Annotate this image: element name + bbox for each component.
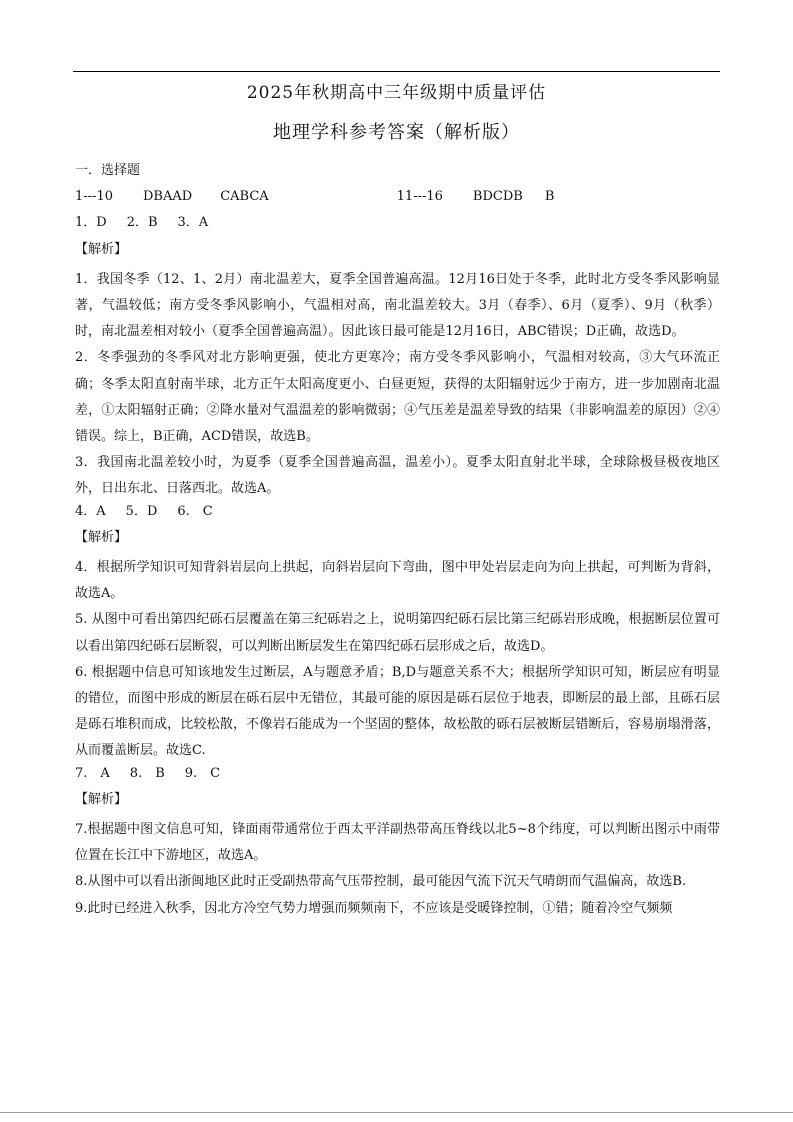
short-answer-item: 3．A [177,215,209,231]
short-answer-row [75,214,720,240]
answer-group-2: CABCA [220,189,269,205]
short-answer-item: 2．B [126,215,158,231]
section-heading: 一．选择题 [75,163,141,178]
short-answer-row [75,503,720,529]
short-answer-item: 7. A [75,765,110,781]
answer-group-3: BDCDB [472,189,523,205]
explanation-paragraph: 9.此时已经进入秋季，因北方冷空气势力增强而频频南下，不应该是受暖锋控制，①错；随着冷空气频频 [75,900,673,916]
analysis-tag: 【解析】 [75,241,128,257]
answer-range-2: 11---16 [396,189,443,205]
short-answer-item: 5．D [125,503,158,519]
short-answer-item: 1．D [75,215,107,231]
page-title: 2025年秋期高中三年级期中质量评估 [246,83,547,103]
explanation-paragraph: 3．我国南北温差较小时，为夏季（夏季全国普遍高温，温差小）。夏季太阳直射北半球，全球除极昼极夜地区外，日出东北、日落西北。故选A。 [75,455,720,497]
answer-group-4: B [544,189,555,205]
document-body [75,162,720,922]
explanation-blocks [75,214,720,921]
analysis-tag: 【解析】 [75,529,128,545]
answer-key-row [75,188,720,214]
answer-range-1: 1---10 [75,189,113,205]
explanation-paragraph: 1．我国冬季（12、1、2月）南北温差大，夏季全国普遍高温。12月16日处于冬季，此时北方受冬季风影响显著，气温较低；南方受冬季风影响小，气温相对高，南北温差较大。3月（春季）、6月（夏季）、9月（秋季）时，南北温差相对较小（夏季全国普遍高温）。因此该日最可能是12月16日，ABC错误；D正确，故选D。 [75,271,720,340]
analysis-tag: 【解析】 [75,791,128,807]
short-answer-row [75,765,720,791]
explanation-paragraph: 7.根据题中图文信息可知，锋面雨带通常位于西太平洋副热带高压脊线以北5~8个纬度，可以判断出图示中雨带位置在长江中下游地区，故选A。 [75,821,720,864]
answer-group-1: DBAAD [143,189,193,205]
short-answer-item: 9. C [184,765,221,781]
explanation-paragraph: 2．冬季强劲的冬季风对北方影响更强，使北方更寒冷；南方受冬季风影响小，气温相对较高，③大气环流正确；冬季太阳直射南半球，北方正午太阳高度更小、白昼更短，获得的太阳辐射远少于南方，进一步加剧南北温差，①太阳辐射正确；②降水量对气温温差的影响微弱；④气压差是温差导致的结果（非影响温差的原因）②④错误。综上，B正确，ACD错误，故选B。 [75,350,720,444]
explanation-paragraph: 6. 根据题中信息可知该地发生过断层，A与题意矛盾；B,D与题意关系不大；根据所学知识可知，断层应有明显的错位，而图中形成的断层在砾石层中无错位，其最可能的原因是砾石层位于地表，即断层的最上部，且砾石层是砾石堆积而成，比较松散，不像岩石能成为一个坚固的整体，故松散的砾石层被断层错断后，容易崩塌滑落，从而覆盖断层。故选C. [75,664,720,759]
bottom-rule [0,1112,793,1113]
page-subtitle: 地理学科参考答案（解析版） [273,122,520,143]
top-rule [73,71,720,72]
short-answer-item: 4．A [75,503,106,519]
explanation-paragraph: 8.从图中可以看出浙闽地区此时正受副热带高气压带控制，最可能因气流下沉天气晴朗而气温偏高，故选B. [75,874,687,890]
explanation-paragraph: 5. 从图中可看出第四纪砾石层覆盖在第三纪砾岩之上，说明第四纪砾石层比第三纪砾岩形成晚，根据断层位置可以看出第四纪砾石层断裂，可以判断出断层发生在第四纪砾石层形成之后，故选D。 [75,612,720,654]
explanation-paragraph: 4．根据所学知识可知背斜岩层向上拱起，向斜岩层向下弯曲，图中甲处岩层走向为向上拱起，可判断为背斜，故选A。 [75,559,720,602]
short-answer-item: 8. B [129,765,165,781]
short-answer-item: 6. C [177,503,213,519]
